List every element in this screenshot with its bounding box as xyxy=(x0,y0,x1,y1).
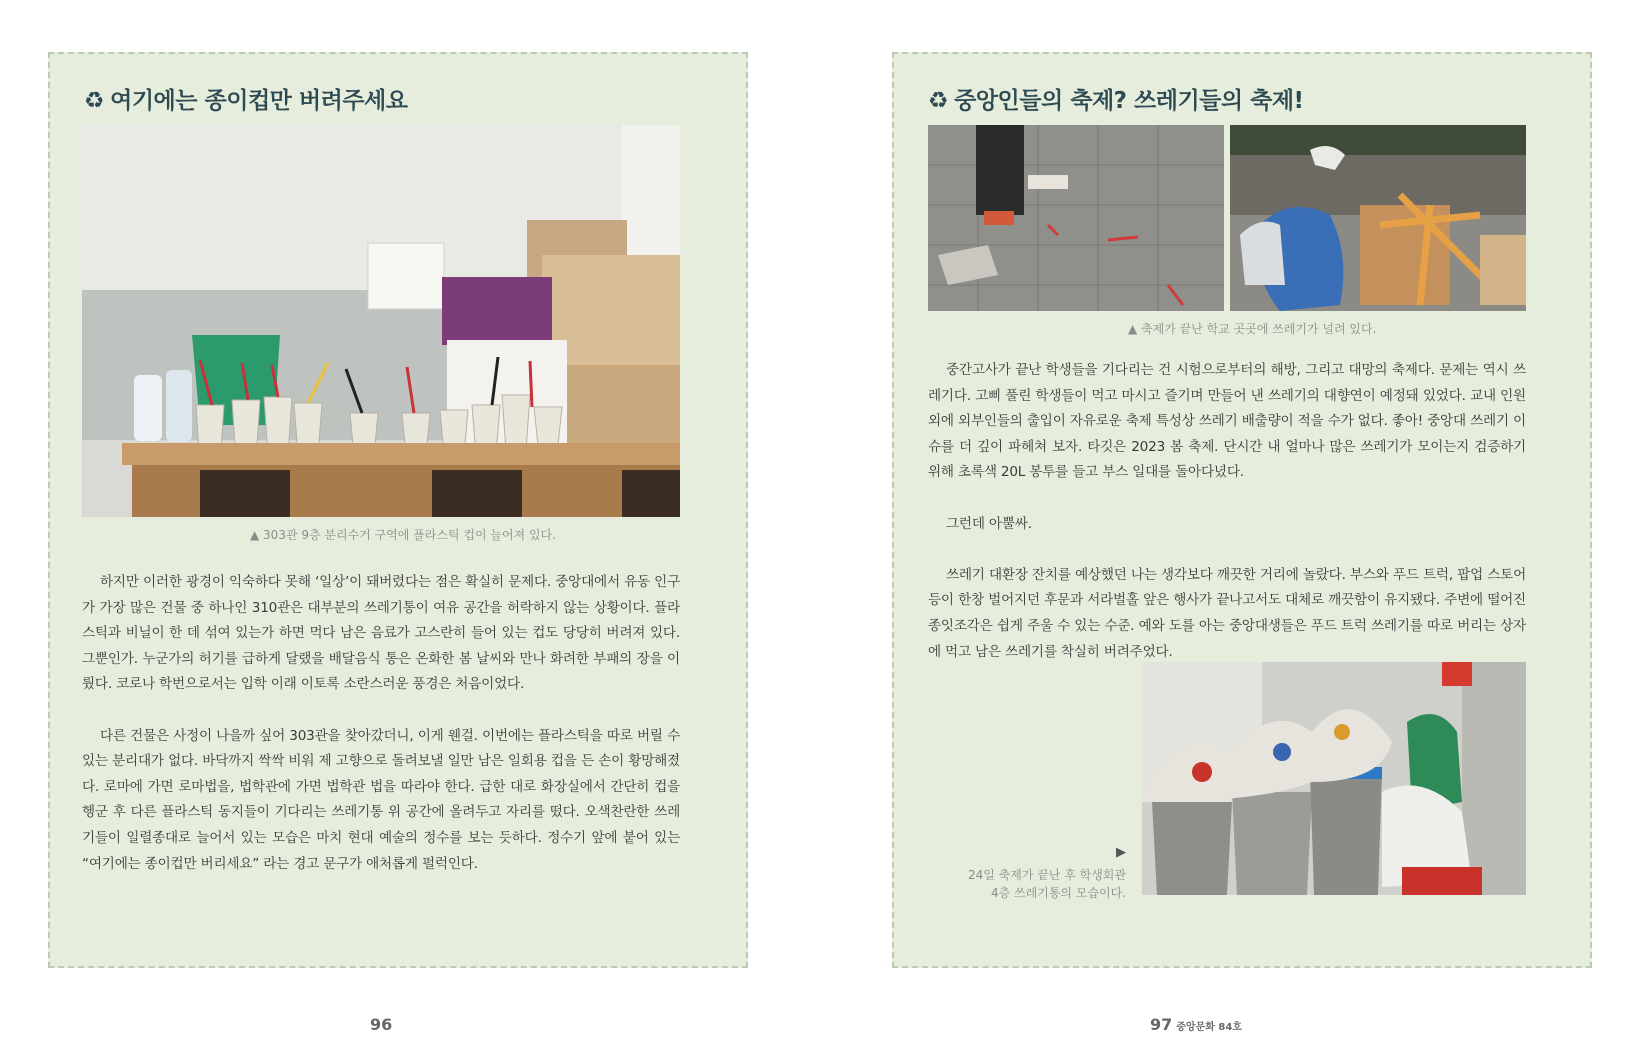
right-page-footer xyxy=(1150,1015,1242,1034)
trash-bags-illustration xyxy=(1230,125,1526,311)
left-photo-caption: ▲ 303관 9층 분리수거 구역에 플라스틱 컵이 늘어져 있다. xyxy=(250,528,556,542)
right-paragraph-2: 그런데 아뿔싸. xyxy=(946,515,1032,532)
side-caption-arrow: ▶ xyxy=(1116,845,1126,860)
magazine-name: 중앙문화 84호 xyxy=(1176,1022,1242,1033)
left-paragraph-1: 하지만 이러한 광경이 익숙하다 못해 ‘일상’이 돼버렸다는 점은 확실히 문제다. 중앙대에서 유동 인구가 가장 많은 건물 중 하나인 310관은 대부분의 쓰레기통이 여유 공간을 허락하지 않는 상황이다. 플라스틱과 비닐이 한 데 섞여 있는가 하면 먹다 남은 음료가 고스란히 들어 있는 컵도 당당히 버려져 있다. 그뿐인가. 누군가의 허기를 급하게 달랬을 배달음식 통은 온화한 봄 날씨와 만나 화려한 부패의 장을 이뤘다. 코로나 학번으로서는 입학 이래 이토록 소란스러운 풍경은 처음이었다. xyxy=(82,574,680,693)
street-photo-illustration xyxy=(928,125,1224,311)
right-heading-text: 중앙인들의 축제? 쓰레기들의 축제! xyxy=(954,88,1304,114)
recycle-icon: ♻ xyxy=(84,88,105,114)
side-caption xyxy=(954,844,1126,902)
right-body-text xyxy=(928,358,1526,691)
right-page-number: 97 xyxy=(1150,1015,1173,1034)
festival-trash-bags-photo xyxy=(1230,125,1526,311)
trash-bins-illustration xyxy=(1142,662,1526,895)
recycle-icon: ♻ xyxy=(928,88,949,114)
right-page-heading xyxy=(928,82,1304,115)
cups-photo xyxy=(82,125,680,517)
festival-street-photo xyxy=(928,125,1224,311)
right-paragraph-3: 쓰레기 대환장 잔치를 예상했던 나는 생각보다 깨끗한 거리에 놀랐다. 부스와 푸드 트럭, 팝업 스토어 등이 한창 벌어지던 후문과 서라벌홀 앞은 행사가 끝나고서도 대체로 깨끗함이 유지됐다. 주변에 떨어진 종잇조각은 쉽게 주울 수 있는 수준. 예와 도를 아는 중앙대생들은 푸드 트럭 쓰레기를 따로 버리는 상자에 먹고 남은 쓰레기를 착실히 버려주었다. xyxy=(928,566,1526,660)
right-page-panel xyxy=(892,52,1592,968)
left-paragraph-2: 다른 건물은 사정이 나을까 싶어 303관을 찾아갔더니, 이게 웬걸. 이번에는 플라스틱을 따로 버릴 수 있는 분리대가 없다. 바닥까지 싹싹 비워 제 고향으로 돌려보낼 일만 남은 일회용 컵을 든 손이 황망해졌다. 로마에 가면 로마법을, 법학관에 가면 법학관 법을 따라야 한다. 급한 대로 화장실에서 간단히 컵을 헹군 후 다른 플라스틱 동지들이 기다리는 쓰레기통 위 공간에 올려두고 자리를 떴다. 오색찬란한 쓰레기들이 일렬종대로 늘어서 있는 모습은 마치 현대 예술의 정수를 보는 듯하다. 정수기 앞에 붙어 있는 “여기에는 종이컵만 버리세요” 라는 경고 문구가 애처롭게 펄럭인다. xyxy=(82,727,680,872)
trash-bins-photo xyxy=(1142,662,1526,895)
side-caption-line-1: 24일 축제가 끝난 후 학생회관 xyxy=(967,868,1126,882)
right-paragraph-1: 중간고사가 끝난 학생들을 기다리는 건 시험으로부터의 해방, 그리고 대망의 축제다. 문제는 역시 쓰레기다. 고삐 풀린 학생들이 먹고 마시고 즐기며 만들어 낸 쓰레기의 대향연이 예정돼 있었다. 교내 인원 외에 외부인들의 출입이 자유로운 축제 특성상 쓰레기 배출량이 적을 수가 없다. 좋아! 중앙대 쓰레기 이슈를 더 깊이 파헤쳐 보자. 타깃은 2023 봄 축제. 단시간 내 얼마나 많은 쓰레기가 모이는지 검증하기 위해 초록색 20L 봉투를 들고 부스 일대를 돌아다녔다. xyxy=(928,362,1526,481)
left-body-text xyxy=(82,570,680,903)
left-page-panel xyxy=(48,52,748,968)
right-photo-caption: ▲ 축제가 끝난 학교 곳곳에 쓰레기가 널려 있다. xyxy=(1128,322,1377,336)
side-caption-line-2: 4층 쓰레기통의 모습이다. xyxy=(991,886,1126,900)
left-page-number: 96 xyxy=(370,1015,393,1034)
cups-photo-illustration xyxy=(82,125,680,517)
left-heading-text: 여기에는 종이컵만 버려주세요 xyxy=(110,88,408,114)
left-page-heading xyxy=(84,82,407,115)
